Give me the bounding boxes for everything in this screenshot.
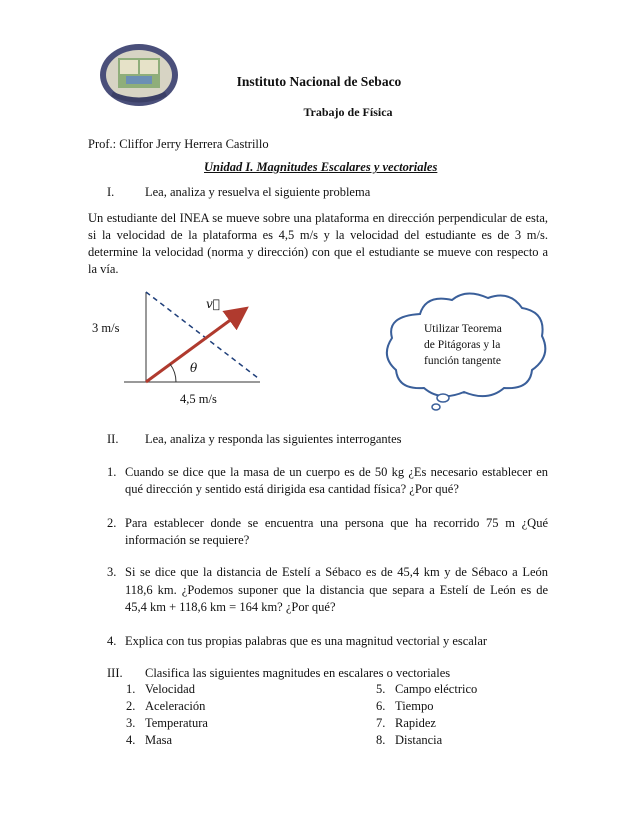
list-item: Tiempo (395, 699, 434, 713)
question-line: Si se dice que la distancia de Estelí a Sébaco es de 45,4 km y de Sébaco a León (125, 565, 548, 579)
list-item: Velocidad (145, 682, 195, 696)
cloud-line: Utilizar Teorema (424, 323, 502, 335)
cloud-line: función tangente (424, 355, 501, 367)
question-number: 4. (107, 634, 117, 648)
list-item-number: 7. (376, 716, 386, 730)
problem-line: si la velocidad de la plataforma es 4,5 m/s y la velocidad del estudiante es de 3 m/s. (88, 228, 548, 242)
question-line: Cuando se dice que la masa de un cuerpo es de 50 kg ¿Es necesario establecer en (125, 465, 548, 479)
problem-line: determine la velocidad (norma y dirección) con que el estudiante se mueve con respecto a (88, 245, 548, 259)
list-item: Masa (145, 733, 173, 747)
question-line: Explica con tus propias palabras que es una magnitud vectorial y escalar (125, 634, 488, 648)
question-number: 2. (107, 516, 117, 530)
section-2-instruction: Lea, analiza y responda las siguientes interrogantes (145, 432, 402, 446)
question-line: 45,4 km + 118,6 km = 164 km? ¿Por qué? (125, 600, 336, 614)
vertical-label: 3 m/s (92, 321, 120, 335)
cloud-line: de Pitágoras y la (424, 339, 501, 351)
question-line: información se requiere? (125, 533, 250, 547)
dashed-line-top (146, 292, 258, 378)
institution-title: Instituto Nacional de Sebaco (236, 74, 402, 89)
vector-label: v⃗ (206, 297, 220, 311)
work-subtitle: Trabajo de Física (303, 105, 393, 119)
question-line: 118,6 km. ¿Podemos suponer que la distancia que separa a Estelí de León es de (125, 583, 548, 597)
section-3-instruction: Clasifica las siguientes magnitudes en escalares o vectoriales (145, 666, 451, 680)
list-item-number: 2. (126, 699, 136, 713)
list-item-number: 5. (376, 682, 386, 696)
list-item: Distancia (395, 733, 443, 747)
list-item-number: 3. (126, 716, 136, 730)
problem-line: Un estudiante del INEA se mueve sobre una plataforma en dirección perpendicular de esta, (88, 211, 548, 225)
section-1-numeral: I. (107, 185, 115, 199)
list-item: Rapidez (395, 716, 436, 730)
list-item-number: 6. (376, 699, 386, 713)
list-item-number: 8. (376, 733, 386, 747)
section-1-instruction: Lea, analiza y resuelva el siguiente problema (145, 185, 371, 199)
angle-label: θ (190, 361, 198, 375)
list-item-number: 1. (126, 682, 136, 696)
horizontal-label: 4,5 m/s (180, 392, 217, 406)
section-2-numeral: II. (107, 432, 119, 446)
list-item: Campo eléctrico (395, 682, 478, 696)
question-number: 3. (107, 565, 117, 579)
problem-line: la vía. (88, 262, 119, 276)
list-item: Temperatura (145, 716, 208, 730)
list-item: Aceleración (145, 699, 206, 713)
list-item-number: 4. (126, 733, 136, 747)
unit-title: Unidad I. Magnitudes Escalares y vectoriales (204, 160, 438, 174)
teacher-name: Prof.: Cliffor Jerry Herrera Castrillo (88, 137, 269, 151)
question-line: Para establecer donde se encuentra una persona que ha recorrido 75 m ¿Qué (125, 516, 548, 530)
section-3-numeral: III. (107, 666, 123, 680)
question-line: qué dirección y sentido está dirigida esa cantidad física? ¿Por qué? (125, 482, 459, 496)
angle-arc (170, 364, 176, 382)
question-number: 1. (107, 465, 117, 479)
